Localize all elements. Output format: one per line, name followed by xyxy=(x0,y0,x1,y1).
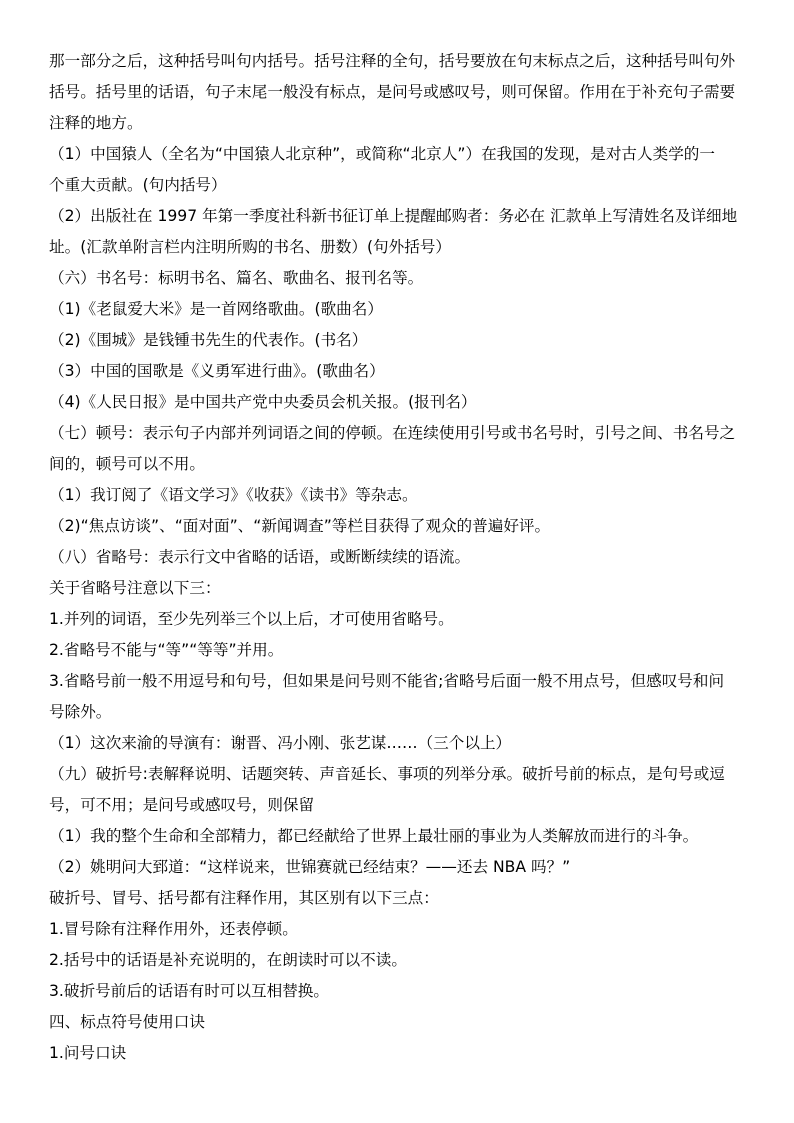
text-line: 2.省略号不能与“等”“等等”并用。 xyxy=(49,641,284,659)
text-line: （4)《人民日报》是中国共产党中央委员会机关报。(报刊名） xyxy=(49,393,477,411)
text-line: 址。(汇款单附言栏内注明所购的书名、册数）(句外括号） xyxy=(49,238,452,256)
text-line: 3.省略号前一般不用逗号和句号，但如果是问号则不能省;省略号后面一般不用点号，但感叹号和问 xyxy=(49,672,725,690)
text-line: （2）出版社在 1997 年第一季度社科新书征订单上提醒邮购者：务必在 汇款单上写清姓名及详细地 xyxy=(49,207,738,225)
text-line: 3.破折号前后的话语有时可以互相替换。 xyxy=(49,982,329,1000)
text-line: 间的，顿号可以不用。 xyxy=(49,455,205,473)
text-line: 那一部分之后，这种括号叫句内括号。括号注释的全句，括号要放在句末标点之后，这种括号叫句外 xyxy=(49,52,736,70)
text-line: （1）我的整个生命和全部精力，都已经献给了世界上最壮丽的事业为人类解放而进行的斗争。 xyxy=(49,827,699,845)
text-line: 关于省略号注意以下三： xyxy=(49,579,221,597)
text-line: （1）中国猿人（全名为“中国猿人北京种”，或简称“北京人”）在我国的发现，是对古人类学的一 xyxy=(49,145,715,163)
section-heading: （八）省略号：表示行文中省略的话语，或断断续续的语流。 xyxy=(49,548,471,566)
text-line: 括号。括号里的话语，句子末尾一般没有标点，是问号或感叹号，则可保留。作用在于补充句子需要 xyxy=(49,83,736,101)
text-line: 个重大贡献。(句内括号） xyxy=(49,176,227,194)
text-line: （3）中国的国歌是《义勇军进行曲》。(歌曲名） xyxy=(49,362,385,380)
text-line: 注释的地方。 xyxy=(49,114,143,132)
text-line: 破折号、冒号、括号都有注释作用，其区别有以下三点： xyxy=(49,889,439,907)
section-heading: （九）破折号:表解释说明、话题突转、声音延长、事项的列举分承。破折号前的标点，是句号或逗 xyxy=(49,765,725,783)
text-line: （1)《老鼠爱大米》是一首网络歌曲。(歌曲名） xyxy=(49,300,383,318)
text-line: 2.括号中的话语是补充说明的，在朗读时可以不读。 xyxy=(49,951,407,969)
text-line: 1.冒号除有注释作用外，还表停顿。 xyxy=(49,920,298,938)
text-line: 号，可不用；是问号或感叹号，则保留 xyxy=(49,796,315,814)
text-line: 1.问号口诀 xyxy=(49,1044,127,1062)
text-line: （1）我订阅了《语文学习》《收获》《读书》等杂志。 xyxy=(49,486,418,504)
text-line: （2)《围城》是钱锺书先生的代表作。(书名） xyxy=(49,331,368,349)
section-heading: （六）书名号：标明书名、篇名、歌曲名、报刊名等。 xyxy=(49,269,424,287)
text-line: 号除外。 xyxy=(49,703,112,721)
text-line: 1.并列的词语，至少先列举三个以上后，才可使用省略号。 xyxy=(49,610,454,628)
document-body xyxy=(49,46,759,1069)
text-line: （1）这次来渝的导演有：谢晋、冯小刚、张艺谋……（三个以上） xyxy=(49,734,512,752)
text-line: （2)“焦点访谈”、“面对面”、“新闻调查”等栏目获得了观众的普遍好评。 xyxy=(49,517,551,535)
text-line: （2）姚明问大郅道：“这样说来，世锦赛就已经结束？——还去 NBA 吗？” xyxy=(49,858,571,876)
section-heading: 四、标点符号使用口诀 xyxy=(49,1013,205,1031)
section-heading: （七）顿号：表示句子内部并列词语之间的停顿。在连续使用引号或书名号时，引号之间、书名号之 xyxy=(49,424,736,442)
